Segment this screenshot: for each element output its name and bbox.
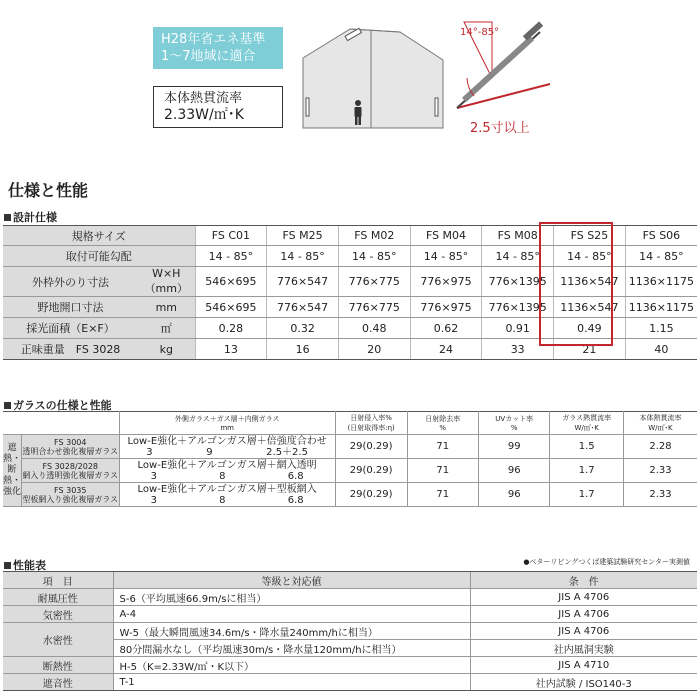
value-cell: 96 [478, 459, 549, 483]
glass-composition: Low-E強化＋アルゴンガス層＋倍強度合わせ 3 9 2.5＋2.5 [119, 435, 335, 459]
value-cell: 71 [407, 435, 478, 459]
energy-standard-line1: H28年省エネ基準 [161, 32, 266, 47]
perf-condition: JIS A 4706 [470, 606, 697, 623]
value-cell: 0.32 [267, 318, 339, 339]
value-cell: 776×1395 [482, 267, 554, 297]
glass-spec-title: ガラスの仕様と性能 [4, 397, 112, 413]
value-cell: 21 [554, 339, 626, 360]
perf-header-grade: 等級と対応値 [113, 572, 470, 589]
value-cell: 546×695 [195, 267, 267, 297]
glass-header-empty [3, 412, 119, 435]
perf-grade: T-1 [113, 674, 470, 691]
bullet-square-icon [4, 402, 11, 409]
value-cell: 20 [338, 339, 410, 360]
value-cell: 0.49 [554, 318, 626, 339]
perf-header-item: 項 目 [3, 572, 113, 589]
perf-item: 気密性 [3, 606, 113, 623]
glass-composition: Low-E強化＋アルゴンガス層＋網入透明 3 8 6.8 [119, 459, 335, 483]
value-cell: 776×975 [410, 297, 482, 318]
value-cell: 776×775 [338, 297, 410, 318]
perf-condition: 社内試験 / ISO140-3 [470, 674, 697, 691]
value-cell: 776×547 [267, 267, 339, 297]
value-cell: 29(0.29) [335, 435, 407, 459]
heat-transmission-line2: 2.33W/㎡･K [164, 107, 244, 123]
model-cell: FS M08 [482, 226, 554, 246]
model-cell: FS S06 [625, 226, 697, 246]
value-cell: 14 - 85° [195, 246, 267, 267]
heat-transmission-badge [153, 86, 283, 128]
value-cell: 1.7 [550, 459, 623, 483]
perf-condition: JIS A 4706 [470, 589, 697, 606]
table-row [3, 623, 697, 640]
model-cell: FS M04 [410, 226, 482, 246]
perf-item: 断熱性 [3, 657, 113, 674]
house-diagram [300, 20, 445, 130]
value-cell: 1.15 [625, 318, 697, 339]
value-cell: 0.28 [195, 318, 267, 339]
value-cell: 776×1395 [482, 297, 554, 318]
value-cell: 0.62 [410, 318, 482, 339]
value-cell: 71 [407, 459, 478, 483]
performance-title: 性能表 [4, 557, 46, 573]
value-cell: 14 - 85° [267, 246, 339, 267]
value-cell: 14 - 85° [482, 246, 554, 267]
performance-note: ●ベターリビングつくば建築試験研究センター実測値 [523, 558, 690, 566]
bullet-square-icon [4, 214, 11, 221]
bullet-square-icon [4, 562, 11, 569]
glass-spec-table [3, 411, 697, 507]
value-cell: 40 [625, 339, 697, 360]
angle-label: 14°-85° [460, 27, 500, 38]
row-unit: W×H（mm） [138, 267, 195, 297]
value-cell: 0.91 [482, 318, 554, 339]
performance-table [3, 571, 697, 691]
value-cell: 2.28 [623, 435, 697, 459]
heat-transmission-line1: 本体熱貫流率 [164, 91, 243, 106]
table-row [3, 412, 697, 435]
table-row [3, 606, 697, 623]
perf-item: 遮音性 [3, 674, 113, 691]
table-row [3, 589, 697, 606]
value-cell: 14 - 85° [410, 246, 482, 267]
highlight-box [539, 222, 613, 346]
spec-header-label: 規格サイズ [3, 226, 195, 246]
row-unit: mm [138, 297, 195, 318]
value-cell: 24 [410, 339, 482, 360]
value-cell: 1136×1175 [625, 267, 697, 297]
value-cell: 1.7 [550, 483, 623, 507]
table-row [3, 435, 697, 459]
value-cell: 776×547 [267, 297, 339, 318]
row-unit: ㎡ [138, 318, 195, 339]
glass-header-glass-u: ガラス熱貫流率 W/㎡･K [550, 412, 623, 435]
value-cell: 1.5 [550, 435, 623, 459]
pitch-label: 2.5寸以上 [470, 121, 530, 136]
value-cell: 33 [482, 339, 554, 360]
value-cell: 13 [195, 339, 267, 360]
perf-grade: A-4 [113, 606, 470, 623]
value-cell: 16 [267, 339, 339, 360]
model-cell: FS C01 [195, 226, 267, 246]
row-label: 野地開口寸法 [3, 297, 138, 318]
value-cell: 776×975 [410, 267, 482, 297]
perf-header-condition: 条 件 [470, 572, 697, 589]
glass-header-solar: 日射侵入率% (日射取得率:η) [335, 412, 407, 435]
energy-standard-badge [153, 27, 283, 69]
design-spec-title: 設計仕様 [4, 209, 57, 225]
table-row [3, 657, 697, 674]
perf-condition: 社内風洞実験 [470, 640, 697, 657]
value-cell: 546×695 [195, 297, 267, 318]
glass-side-label: 遮熱・断熱・強化 [3, 435, 22, 507]
model-cell: FS M25 [267, 226, 339, 246]
perf-condition: JIS A 4706 [470, 623, 697, 640]
value-cell: 1136×547 [554, 297, 626, 318]
glass-composition: Low-E強化＋アルゴンガス層＋型板網入 3 8 6.8 [119, 483, 335, 507]
value-cell: 96 [478, 483, 549, 507]
row-label: 取付可能勾配 [3, 246, 195, 267]
perf-grade: 80分間漏水なし（平均風速30m/s・降水量120mm/hに相当） [113, 640, 470, 657]
row-label: 外枠外のり寸法 [3, 267, 138, 297]
perf-item: 耐風圧性 [3, 589, 113, 606]
model-cell: FS S25 [554, 226, 626, 246]
row-label: 正味重量 FS 3028 [3, 339, 138, 360]
value-cell: 1136×1175 [625, 297, 697, 318]
table-row [3, 483, 697, 507]
perf-item: 水密性 [3, 623, 113, 657]
energy-standard-line2: 1～7地域に適合 [161, 49, 256, 64]
value-cell: 0.48 [338, 318, 410, 339]
perf-grade: S-6（平均風速66.9m/sに相当） [113, 589, 470, 606]
value-cell: 1136×547 [554, 267, 626, 297]
glass-model: FS 3028/2028 網入り透明強化複層ガラス [22, 459, 120, 483]
value-cell: 71 [407, 483, 478, 507]
value-cell: 14 - 85° [338, 246, 410, 267]
value-cell: 776×775 [338, 267, 410, 297]
value-cell: 2.33 [623, 459, 697, 483]
value-cell: 99 [478, 435, 549, 459]
table-row [3, 572, 697, 589]
perf-grade: H-5（K=2.33W/㎡・K以下） [113, 657, 470, 674]
row-unit: kg [138, 339, 195, 360]
glass-header-uv: UVカット率 % [478, 412, 549, 435]
value-cell: 14 - 85° [625, 246, 697, 267]
value-cell: 2.33 [623, 483, 697, 507]
table-row [3, 674, 697, 691]
glass-model: FS 3035 型板網入り強化複層ガラス [22, 483, 120, 507]
glass-model: FS 3004 透明合わせ強化複層ガラス [22, 435, 120, 459]
value-cell: 29(0.29) [335, 459, 407, 483]
glass-header-shading: 日射除去率 % [407, 412, 478, 435]
table-row [3, 459, 697, 483]
perf-condition: JIS A 4710 [470, 657, 697, 674]
section-title: 仕様と性能 [8, 181, 89, 200]
perf-grade: W-5（最大瞬間風速34.6m/s・降水量240mm/hに相当） [113, 623, 470, 640]
glass-header-composition: 外側ガラス＋ガス層＋内側ガラス mm [119, 412, 335, 435]
value-cell: 29(0.29) [335, 483, 407, 507]
value-cell: 14 - 85° [554, 246, 626, 267]
glass-header-body-u: 本体熱貫流率 W/㎡･K [623, 412, 697, 435]
row-label: 採光面積（E×F） [3, 318, 138, 339]
model-cell: FS M02 [338, 226, 410, 246]
